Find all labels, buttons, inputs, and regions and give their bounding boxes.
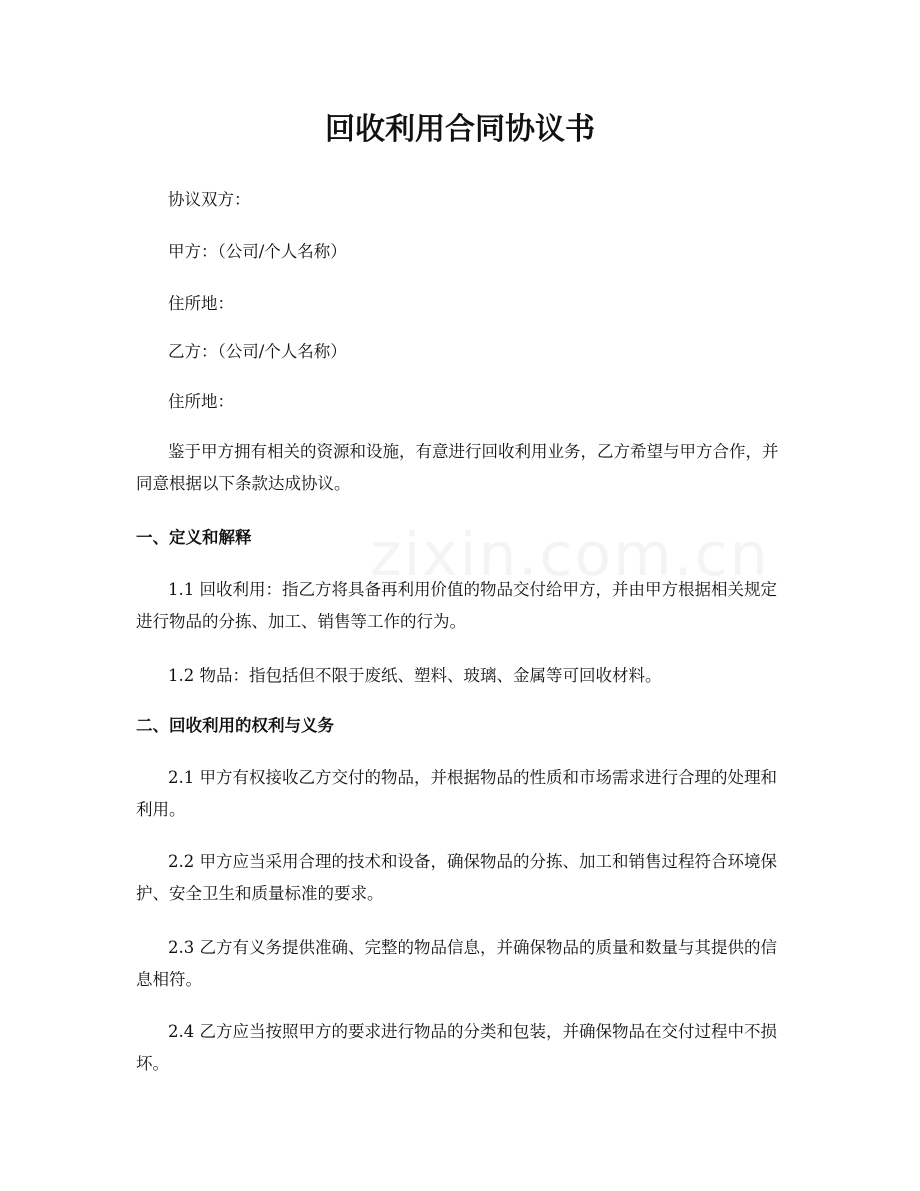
- party-a-address: 住所地：: [168, 294, 234, 313]
- preamble-paragraph: 鉴于甲方拥有相关的资源和设施，有意进行回收利用业务，乙方希望与甲方合作，并同意根据以下条款达成协议。: [136, 442, 779, 493]
- intro-parties-label: 协议双方：: [168, 190, 251, 209]
- document-title: 回收利用合同协议书: [325, 112, 595, 147]
- section-heading: 一、定义和解释: [136, 528, 252, 547]
- clause-paragraph: 1.1 回收利用：指乙方将具备再利用价值的物品交付给甲方，并由甲方根据相关规定进行物品的分拣、加工、销售等工作的行为。: [136, 580, 777, 631]
- clause-paragraph: 2.2 甲方应当采用合理的技术和设备，确保物品的分拣、加工和销售过程符合环境保护、安全卫生和质量标准的要求。: [136, 852, 777, 903]
- party-b-name: 乙方：（公司/个人名称）: [168, 342, 347, 361]
- clause-paragraph: 2.3 乙方有义务提供准确、完整的物品信息，并确保物品的质量和数量与其提供的信息相符。: [136, 938, 777, 989]
- party-a-name: 甲方：（公司/个人名称）: [168, 242, 347, 261]
- clause-paragraph: 2.1 甲方有权接收乙方交付的物品，并根据物品的性质和市场需求进行合理的处理和利用。: [136, 768, 777, 819]
- party-b-address: 住所地：: [168, 392, 234, 411]
- section-heading: 二、回收利用的权利与义务: [136, 716, 334, 735]
- clause-paragraph: 1.2 物品：指包括但不限于废纸、塑料、玻璃、金属等可回收材料。: [168, 666, 662, 685]
- clause-paragraph: 2.4 乙方应当按照甲方的要求进行物品的分类和包装，并确保物品在交付过程中不损坏。: [136, 1022, 777, 1073]
